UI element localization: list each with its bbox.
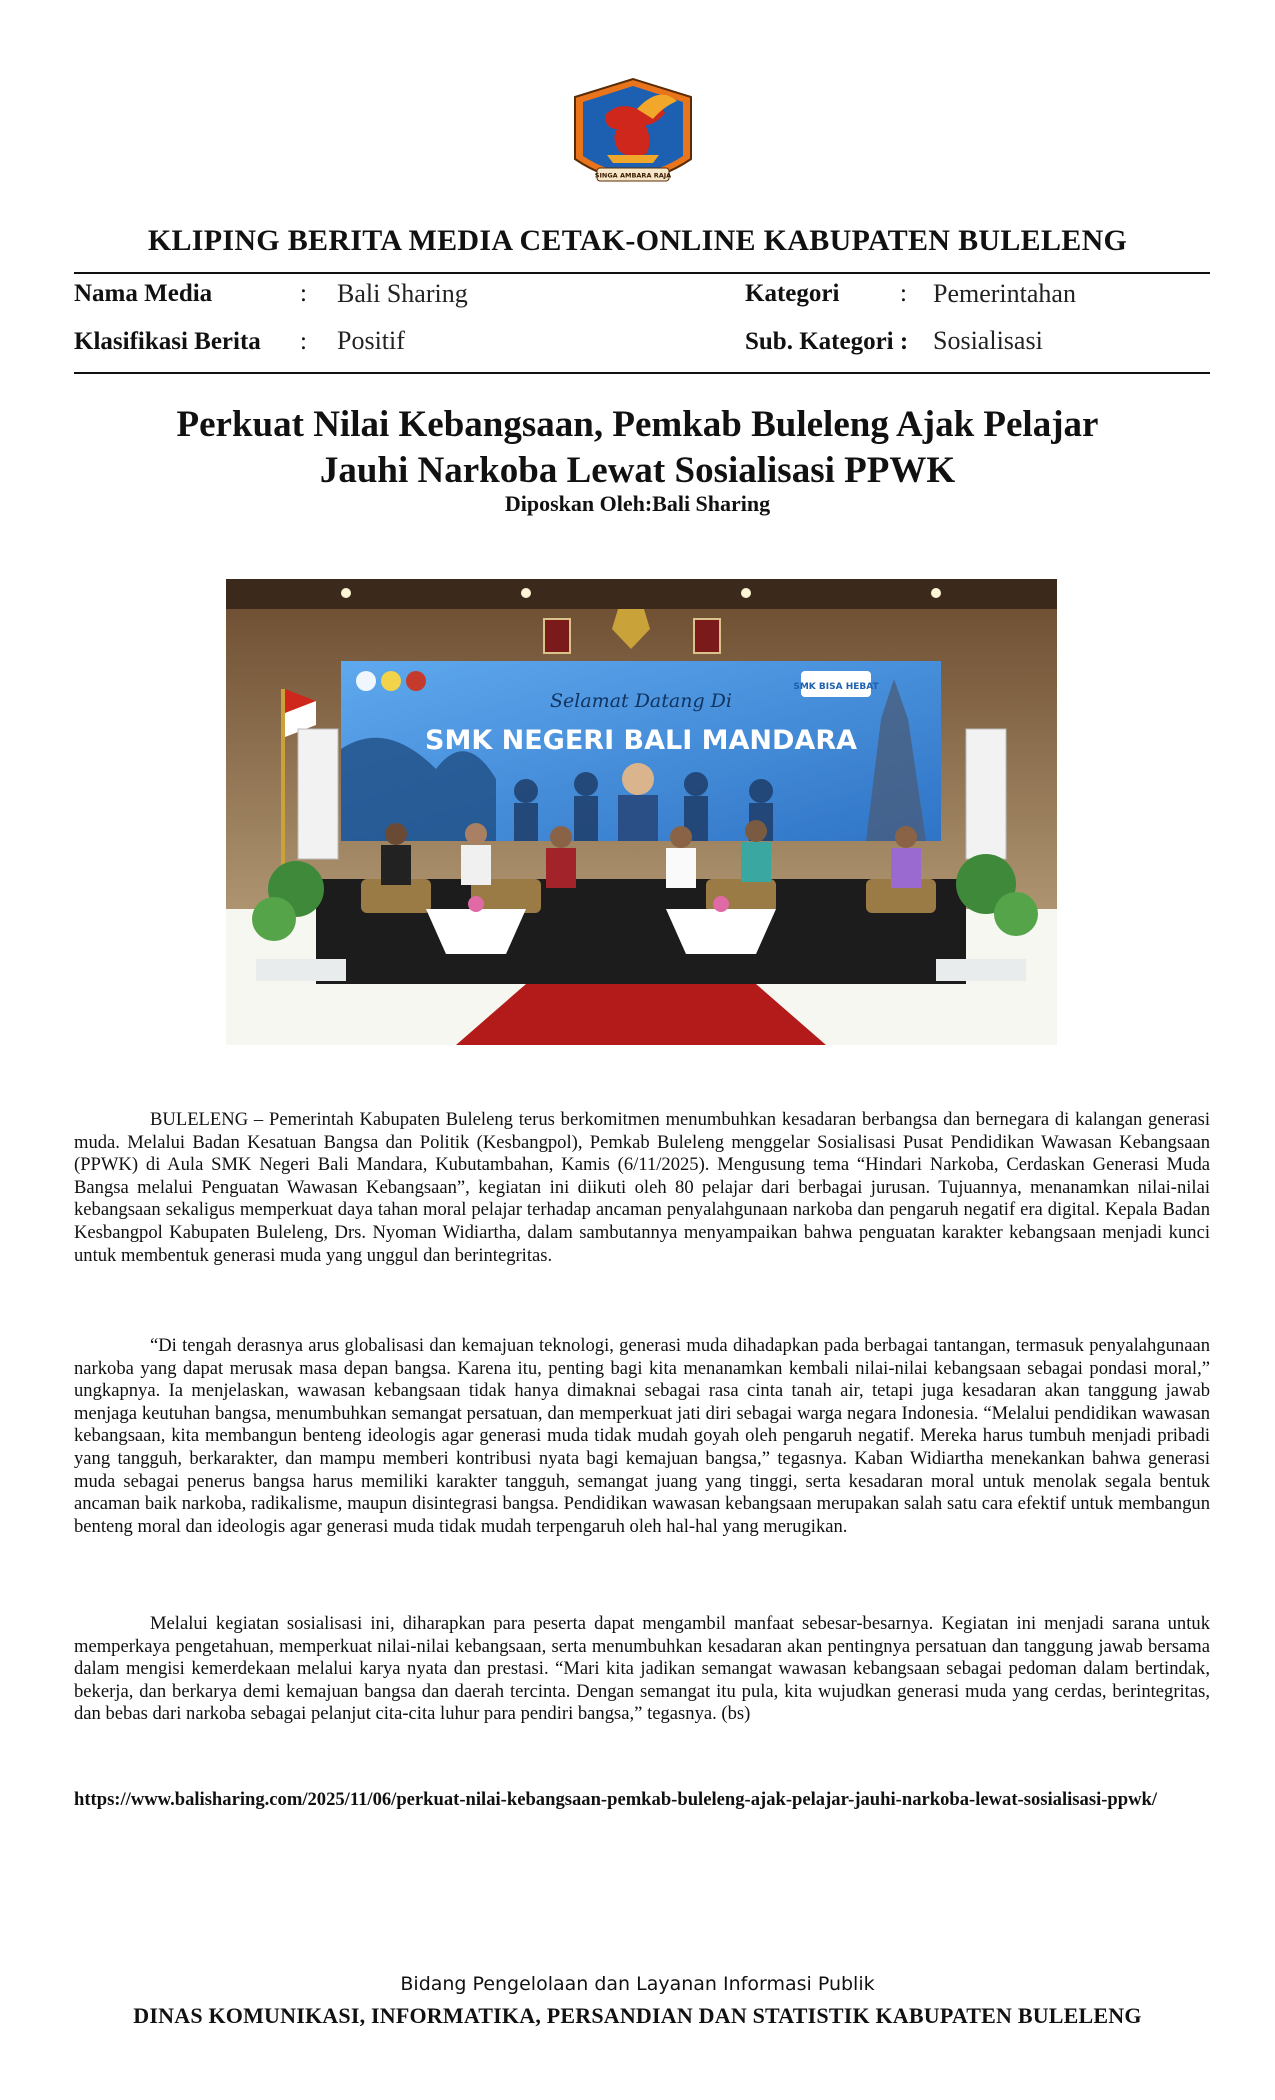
klasifikasi-value: Positif <box>337 326 405 355</box>
article-byline: Diposkan Oleh:Bali Sharing <box>504 491 771 516</box>
klasifikasi-label: Klasifikasi Berita <box>74 328 261 355</box>
crest-caption: SINGA AMBARA RAJA <box>594 171 672 180</box>
header-divider-top <box>74 272 1210 274</box>
banner-badge-text: SMK BISA HEBAT <box>793 682 879 692</box>
article-paragraph-1: BULELENG – Pemerintah Kabupaten Buleleng terus berkomitmen menumbuhkan kesadaran berbangsa dan bernegara di kalangan generasi muda. Melalui Badan Kesatuan Bangsa dan Politik (Kesbangpol), Pemkab Buleleng menggelar Sosialisasi Pusat Pendidikan Wawasan Kebangsaan (PPWK) di Aula SMK Negeri Bali Mandara, Kubutambahan, Kamis (6/11/2025). Mengusung tema “Hindari Narkoba, Cerdaskan Generasi Muda Bangsa melalui Penguatan Wawasan Kebangsaan”, kegiatan ini diikuti oleh 80 pelajar dari berbagai jurusan. Tujuannya, menanamkan nilai-nilai kebangsaan sekaligus memperkuat daya tahan moral pelajar terhadap ancaman penyalahgunaan narkoba dan pengaruh negatif era digital. Kepala Badan Kesbangpol Kabupaten Buleleng, Drs. Nyoman Widiartha, dalam sambutannya menyampaikan bahwa penguatan karakter kebangsaan menjadi kunci untuk membentuk generasi muda yang unggul dan berintegritas. <box>74 1109 1210 1266</box>
sub-kategori-label: Sub. Kategori : <box>745 328 909 355</box>
document-title: KLIPING BERITA MEDIA CETAK-ONLINE KABUPATEN BULELENG <box>147 224 1128 257</box>
nama-media-colon: : <box>300 280 307 307</box>
article-paragraph-3: Melalui kegiatan sosialisasi ini, diharapkan para peserta dapat mengambil manfaat sebesar-besarnya. Kegiatan ini menjadi sarana untuk memperkaya pengetahuan, memperkuat nilai-nilai kebangsaan, serta menumbuhkan kesadaran akan pentingnya persatuan dan tanggung jawab bersama dalam mengisi kemerdekaan melalui karya nyata dan prestasi. “Mari kita jadikan semangat wawasan kebangsaan sebagai pedoman dalam bertindak, bekerja, dan berkarya demi kemajuan bangsa dan daerah tercinta. Dengan semangat itu pula, kita wujudkan generasi muda yang cerdas, berintegritas, dan bebas dari narkoba sebagai pelanjut cita-cita luhur para pendiri bangsa,” tegasnya. (bs) <box>74 1613 1210 1725</box>
sub-kategori-value: Sosialisasi <box>933 326 1043 355</box>
footer-division: Bidang Pengelolaan dan Layanan Informasi Publik <box>400 1973 875 1995</box>
kategori-label: Kategori <box>745 280 840 307</box>
regency-crest-logo <box>567 75 699 201</box>
event-photo <box>226 579 1057 1045</box>
banner-school-name: SMK NEGERI BALI MANDARA <box>425 725 857 756</box>
source-url: https://www.balisharing.com/2025/11/06/perkuat-nilai-kebangsaan-pemkab-buleleng-ajak-pelajar-jauhi-narkoba-lewat-sosialisasi-ppwk/ <box>74 1789 1158 1810</box>
nama-media-value: Bali Sharing <box>337 279 468 308</box>
headline-line-2: Jauhi Narkoba Lewat Sosialisasi PPWK <box>319 450 956 491</box>
klasifikasi-colon: : <box>300 328 307 355</box>
nama-media-label: Nama Media <box>74 280 213 307</box>
article-paragraph-2: “Di tengah derasnya arus globalisasi dan kemajuan teknologi, generasi muda dihadapkan pada berbagai tantangan, termasuk penyalahgunaan narkoba yang dapat merusak masa depan bangsa. Karena itu, penting bagi kita menanamkan kembali nilai-nilai kebangsaan sebagai pondasi moral,” ungkapnya. Ia menjelaskan, wawasan kebangsaan tidak hanya dimaknai sebagai rasa cinta tanah air, tetapi juga kesadaran akan tanggung jawab menjaga keutuhan bangsa, menumbuhkan semangat persatuan, dan memperkuat jati diri sebagai warga negara Indonesia. “Melalui pendidikan wawasan kebangsaan, kita membangun benteng ideologis agar generasi muda tidak mudah goyah oleh pengaruh negatif. Mereka harus tumbuh menjadi pribadi yang tangguh, berkarakter, dan mampu memberi kontribusi nyata bagi kemajuan bangsa,” tegasnya. Kaban Widiartha menekankan bahwa generasi muda sebagai penerus bangsa harus memiliki karakter tangguh, semangat juang yang tinggi, serta kesadaran moral untuk menolak segala bentuk ancaman baik narkoba, radikalisme, maupun disintegrasi bangsa. Pendidikan wawasan kebangsaan merupakan salah satu cara efektif untuk membangun benteng moral dan ideologis agar generasi muda tidak mudah terpengaruh oleh hal-hal yang merugikan. <box>74 1335 1210 1537</box>
kategori-colon: : <box>900 280 907 307</box>
footer-agency: DINAS KOMUNIKASI, INFORMATIKA, PERSANDIAN DAN STATISTIK KABUPATEN BULELENG <box>133 2003 1142 2028</box>
banner-welcome-text: Selamat Datang Di <box>550 690 732 712</box>
headline-line-1: Perkuat Nilai Kebangsaan, Pemkab Buleleng Ajak Pelajar <box>176 404 1099 445</box>
header-divider-bottom <box>74 372 1210 374</box>
kategori-value: Pemerintahan <box>933 279 1076 308</box>
article-headline <box>100 402 1175 494</box>
